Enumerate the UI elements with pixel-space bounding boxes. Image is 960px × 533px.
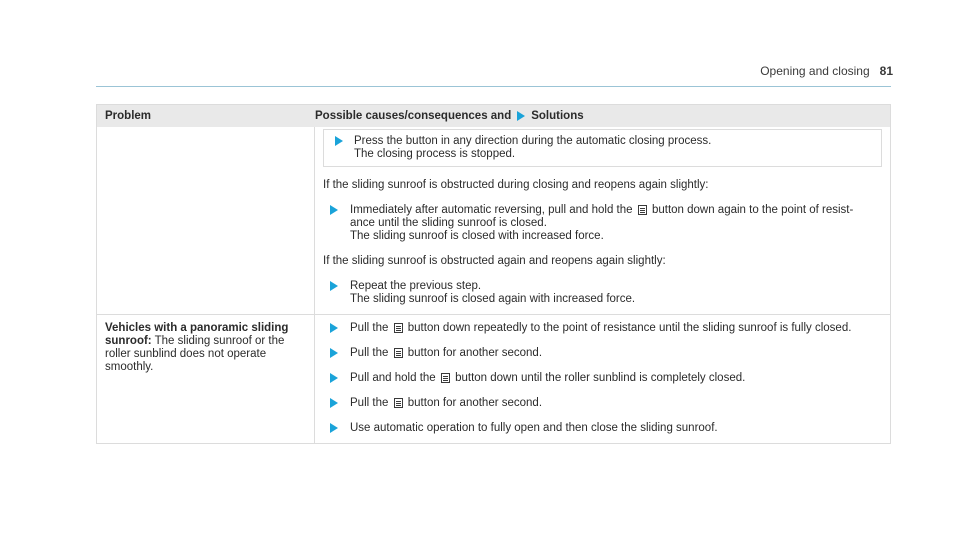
instruction-step bbox=[335, 135, 873, 161]
problem-column-header: Problem bbox=[105, 109, 152, 122]
step-text: Use automatic operation to fully open and then close the sliding sunroof. bbox=[350, 422, 718, 434]
arrow-icon bbox=[330, 281, 338, 291]
problem-title: Vehicles with a panoramic sliding bbox=[105, 322, 289, 334]
problem-cell bbox=[97, 127, 315, 314]
instruction-step bbox=[330, 204, 882, 243]
step-text: Press the button in any direction during the automatic closing process. bbox=[354, 135, 712, 147]
page-number: 81 bbox=[879, 64, 893, 78]
arrow-icon bbox=[517, 111, 525, 121]
solution-cell bbox=[315, 315, 890, 443]
problem-cell bbox=[97, 315, 315, 443]
arrow-icon bbox=[330, 423, 338, 433]
arrow-icon bbox=[330, 205, 338, 215]
instruction-step bbox=[330, 322, 882, 335]
step-text: Pull and hold the button down until the roller sunblind is completely closed. bbox=[350, 372, 746, 384]
step-result-text: The sliding sunroof is closed with increased force. bbox=[350, 230, 604, 242]
sunroof-button-icon bbox=[441, 373, 450, 383]
solutions-header-text: Solutions bbox=[531, 109, 584, 122]
step-text: Pull the button for another second. bbox=[350, 347, 543, 359]
arrow-icon bbox=[330, 398, 338, 408]
instruction-step bbox=[330, 397, 882, 410]
arrow-icon bbox=[330, 348, 338, 358]
condition-text: If the sliding sunroof is obstructed again and reopens again slightly: bbox=[323, 255, 666, 267]
sunroof-button-icon bbox=[394, 348, 403, 358]
instruction-step bbox=[330, 280, 882, 306]
step-text: Pull the button down repeatedly to the point of resistance until the sliding sunroof is fully closed. bbox=[350, 322, 852, 334]
instruction-step bbox=[330, 372, 882, 385]
instruction-step bbox=[330, 422, 882, 435]
solutions-column-header bbox=[315, 110, 890, 123]
sunroof-button-icon bbox=[638, 205, 647, 215]
problem-text: smoothly. bbox=[105, 361, 154, 373]
condition-text: If the sliding sunroof is obstructed during closing and reopens again slightly: bbox=[323, 179, 709, 191]
arrow-icon bbox=[330, 373, 338, 383]
section-title: Opening and closing bbox=[760, 64, 870, 78]
header-divider bbox=[96, 86, 891, 87]
troubleshooting-table bbox=[96, 104, 891, 444]
step-text: Repeat the previous step. bbox=[350, 280, 482, 292]
solution-cell bbox=[315, 127, 890, 314]
step-result-text: The sliding sunroof is closed again with increased force. bbox=[350, 293, 636, 305]
problem-title: sunroof: bbox=[105, 335, 152, 347]
arrow-icon bbox=[330, 323, 338, 333]
step-result-text: The closing process is stopped. bbox=[354, 148, 516, 160]
page-header bbox=[760, 64, 893, 78]
table-row bbox=[97, 127, 890, 314]
arrow-icon bbox=[335, 136, 343, 146]
table-row bbox=[97, 314, 890, 443]
instruction-step bbox=[330, 347, 882, 360]
continued-step-box bbox=[323, 129, 882, 167]
problem-text: The sliding sunroof or the bbox=[151, 335, 285, 347]
problem-text: roller sunblind does not operate bbox=[105, 348, 267, 360]
step-text: Immediately after automatic reversing, pull and hold the button down again to the point of resist- bbox=[350, 204, 854, 216]
table-header bbox=[97, 105, 890, 127]
step-text: ance until the sliding sunroof is closed. bbox=[350, 217, 547, 229]
causes-header-text: Possible causes/consequences and bbox=[315, 109, 512, 122]
sunroof-button-icon bbox=[394, 398, 403, 408]
step-text: Pull the button for another second. bbox=[350, 397, 543, 409]
sunroof-button-icon bbox=[394, 323, 403, 333]
